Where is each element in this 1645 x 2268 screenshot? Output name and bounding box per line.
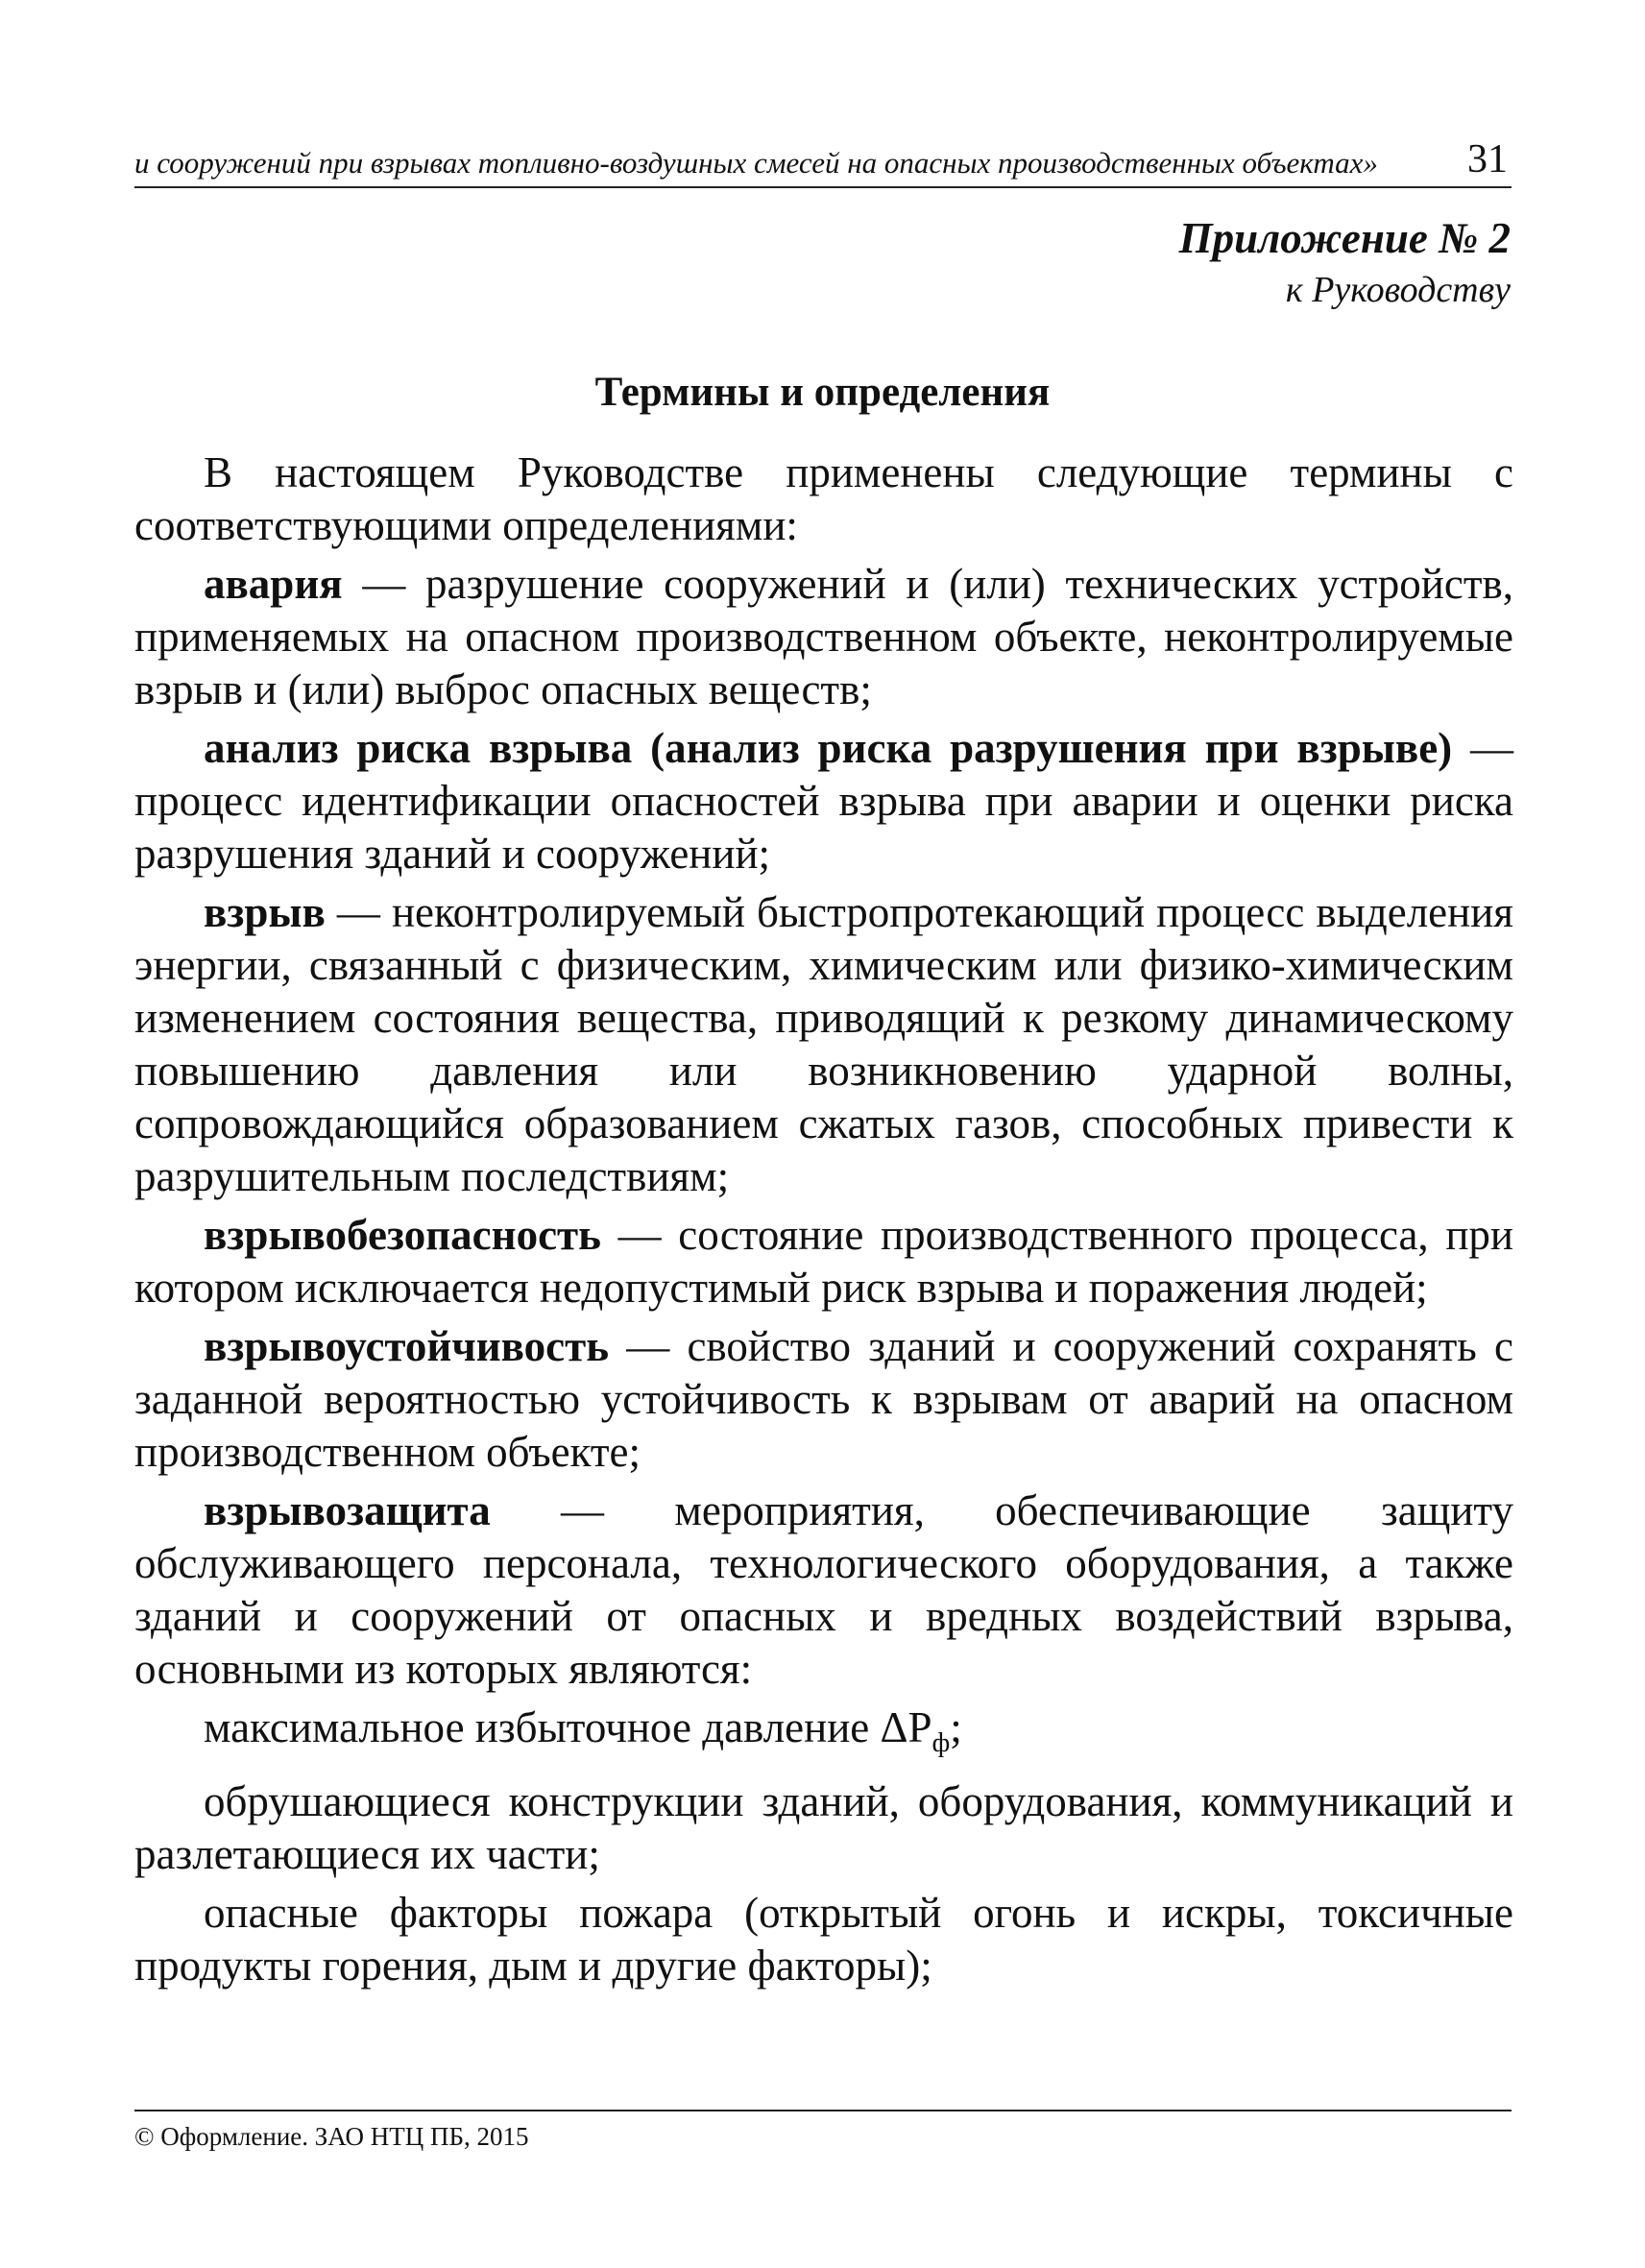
term-definition: — свойство зданий и сооружений сохранять с заданной вероятностью устойчивость к взрывам от аварий на опасном производственном объекте;	[134, 1322, 1513, 1476]
document-body	[134, 446, 1513, 1998]
page-number: 31	[1467, 137, 1508, 181]
factor-item: обрушающиеся конструкции зданий, оборудования, коммуникаций и разлетающиеся их части;	[134, 1777, 1513, 1878]
factor-pressure-end: ;	[950, 1703, 962, 1751]
term: взрывобезопасность	[204, 1211, 601, 1259]
term-paragraph	[134, 886, 1513, 1203]
term: анализ риска взрыва (анализ риска разрушения при взрыве)	[204, 724, 1453, 772]
term-definition: — состояние производственного процесса, при котором исключается недопустимый риск взрыва и поражения людей;	[134, 1211, 1513, 1312]
term-definition: — неконтролируемый быстропротекающий процесс выделения энергии, связанный с физическим, химическим или физико-химическим изменением состояния вещества, приводящий к резкому динамическому повышению давления или возникновению ударной волны, сопровождающийся образованием сжатых газов, способных привести к разрушительным последствиям;	[134, 888, 1513, 1200]
intro-paragraph: В настоящем Руководстве применены следующие термины с соответствующими определениями:	[134, 448, 1513, 549]
term-paragraph	[134, 722, 1513, 881]
pressure-subscript: ф	[931, 1727, 951, 1758]
appendix-title: Приложение № 2	[1178, 214, 1511, 262]
term-paragraph	[134, 1320, 1513, 1479]
appendix-label	[1179, 211, 1511, 315]
footer-divider	[134, 2110, 1512, 2111]
term-definition: — разрушение сооружений и (или) технических устройств, применяемых на опасном производственном объекте, неконтролируемые взрыв и (или) выброс опасных веществ;	[134, 560, 1513, 713]
running-header-title: и сооружений при взрывах топливно-воздушных смесей на опасных производственных объектах»	[134, 146, 1378, 180]
term-paragraph	[134, 1209, 1513, 1315]
factor-item: опасные факторы пожара (открытый огонь и искры, токсичные продукты горения, дым и другие факторы);	[134, 1889, 1513, 1990]
running-header	[134, 137, 1512, 188]
term: взрывоустойчивость	[204, 1322, 610, 1370]
term: авария	[204, 560, 343, 608]
footer-copyright: © Оформление. ЗАО НТЦ ПБ, 2015	[134, 2122, 529, 2151]
term-paragraph	[134, 1484, 1513, 1696]
factor-pressure	[134, 1701, 1513, 1770]
factor-pressure-text: максимальное избыточное давление ΔP	[204, 1703, 932, 1751]
section-title: Термины и определения	[594, 370, 1051, 415]
term: взрыв	[204, 888, 326, 936]
term-definition: — процесс идентификации опасностей взрыва при аварии и оценки риска разрушения зданий и сооружений;	[134, 724, 1513, 878]
term-definition: — мероприятия, обеспечивающие защиту обслуживающего персонала, технологического оборудования, а также зданий и сооружений от опасных и вредных воздействий взрыва, основными из которых являются:	[134, 1486, 1513, 1693]
term-paragraph	[134, 558, 1513, 716]
appendix-subtitle: к Руководству	[1285, 270, 1511, 310]
term: взрывозащита	[204, 1486, 491, 1534]
